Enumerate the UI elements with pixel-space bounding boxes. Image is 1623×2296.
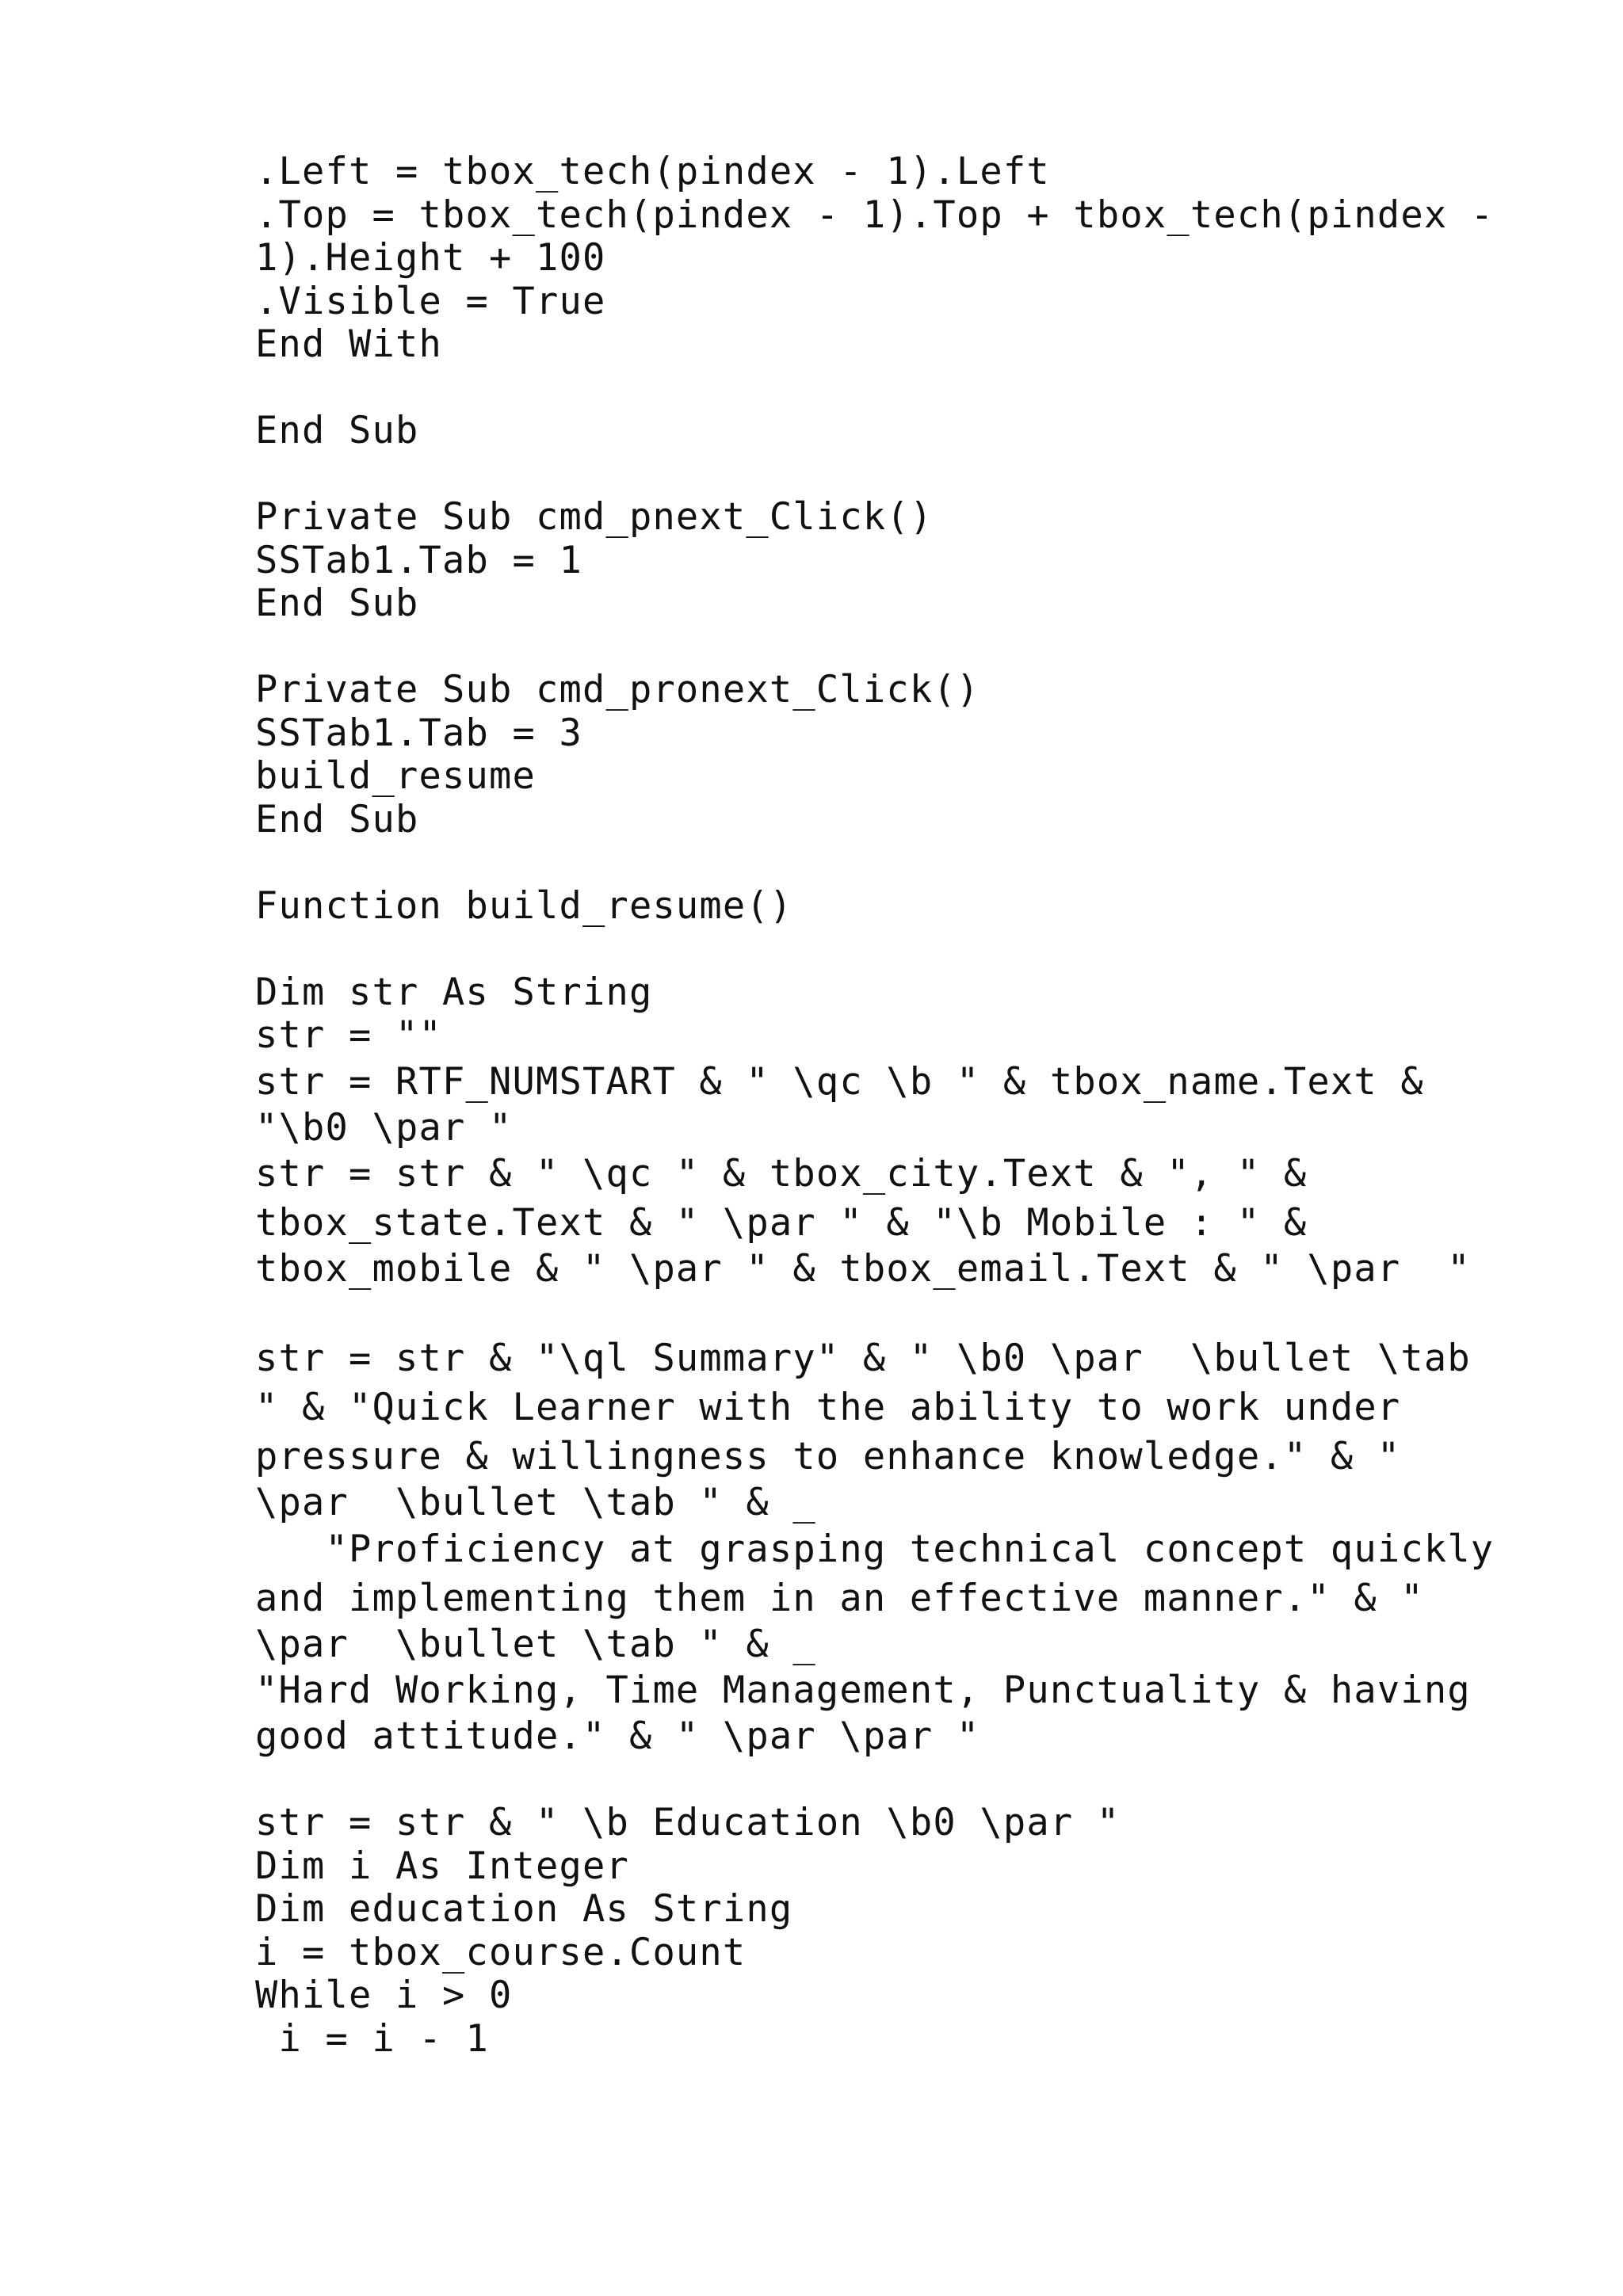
blank-line bbox=[255, 1759, 1491, 1802]
code-line: \par \bullet \tab " & _ bbox=[255, 1622, 816, 1666]
code-line: .Top = tbox_tech(pindex - 1).Top + tbox_tech(pindex - bbox=[255, 193, 1495, 237]
code-line: "Proficiency at grasping technical concept quickly bbox=[255, 1527, 1495, 1571]
code-line: End With bbox=[255, 322, 442, 366]
code-line: SSTab1.Tab = 3 bbox=[255, 711, 582, 755]
blank-line bbox=[255, 928, 1491, 971]
code-line: and implementing them in an effective manner." & " bbox=[255, 1576, 1424, 1620]
code-line: tbox_state.Text & " \par " & "\b Mobile : " & bbox=[255, 1201, 1308, 1245]
code-line: "Hard Working, Time Management, Punctuality & having bbox=[255, 1669, 1471, 1712]
code-listing bbox=[255, 150, 1495, 2061]
code-line: \par \bullet \tab " & _ bbox=[255, 1481, 816, 1524]
code-line: End Sub bbox=[255, 409, 419, 452]
blank-line bbox=[255, 626, 1491, 669]
code-line: tbox_mobile & " \par " & tbox_email.Text & " \par " bbox=[255, 1247, 1471, 1291]
code-line: i = i - 1 bbox=[255, 2016, 489, 2061]
code-line: str = str & " \b Education \b0 \par " bbox=[255, 1801, 1121, 1844]
code-line: Private Sub cmd_pronext_Click() bbox=[255, 668, 980, 711]
code-line: End Sub bbox=[255, 582, 419, 625]
code-line: Dim str As String bbox=[255, 970, 653, 1014]
code-line: i = tbox_course.Count bbox=[255, 1930, 747, 1974]
blank-line bbox=[255, 1291, 1491, 1335]
code-line: str = str & " \qc " & tbox_city.Text & ", " & bbox=[255, 1152, 1308, 1196]
code-line: str = str & "\ql Summary" & " \b0 \par \bullet \tab bbox=[255, 1337, 1471, 1380]
code-line: build_resume bbox=[255, 754, 536, 798]
blank-line bbox=[255, 841, 1491, 885]
code-line: "\b0 \par " bbox=[255, 1105, 513, 1150]
code-line: pressure & willingness to enhance knowledge." & " bbox=[255, 1435, 1401, 1478]
code-line: .Left = tbox_tech(pindex - 1).Left bbox=[255, 150, 1050, 193]
code-line: .Visible = True bbox=[255, 279, 606, 323]
blank-line bbox=[255, 367, 1491, 410]
code-line: str = "" bbox=[255, 1013, 442, 1057]
code-line: 1).Height + 100 bbox=[255, 236, 606, 280]
code-line: str = RTF_NUMSTART & " \qc \b " & tbox_name.Text & bbox=[255, 1059, 1424, 1104]
code-line: While i > 0 bbox=[255, 1974, 513, 2017]
code-line: Dim i As Integer bbox=[255, 1844, 629, 1888]
code-line: SSTab1.Tab = 1 bbox=[255, 538, 582, 582]
code-line: Private Sub cmd_pnext_Click() bbox=[255, 495, 934, 539]
code-line: good attitude." & " \par \par " bbox=[255, 1714, 980, 1758]
code-line: Function build_resume() bbox=[255, 883, 793, 928]
code-line: End Sub bbox=[255, 797, 419, 841]
blank-line bbox=[255, 453, 1491, 497]
code-line: " & "Quick Learner with the ability to work under bbox=[255, 1386, 1401, 1429]
code-line: Dim education As String bbox=[255, 1887, 793, 1931]
